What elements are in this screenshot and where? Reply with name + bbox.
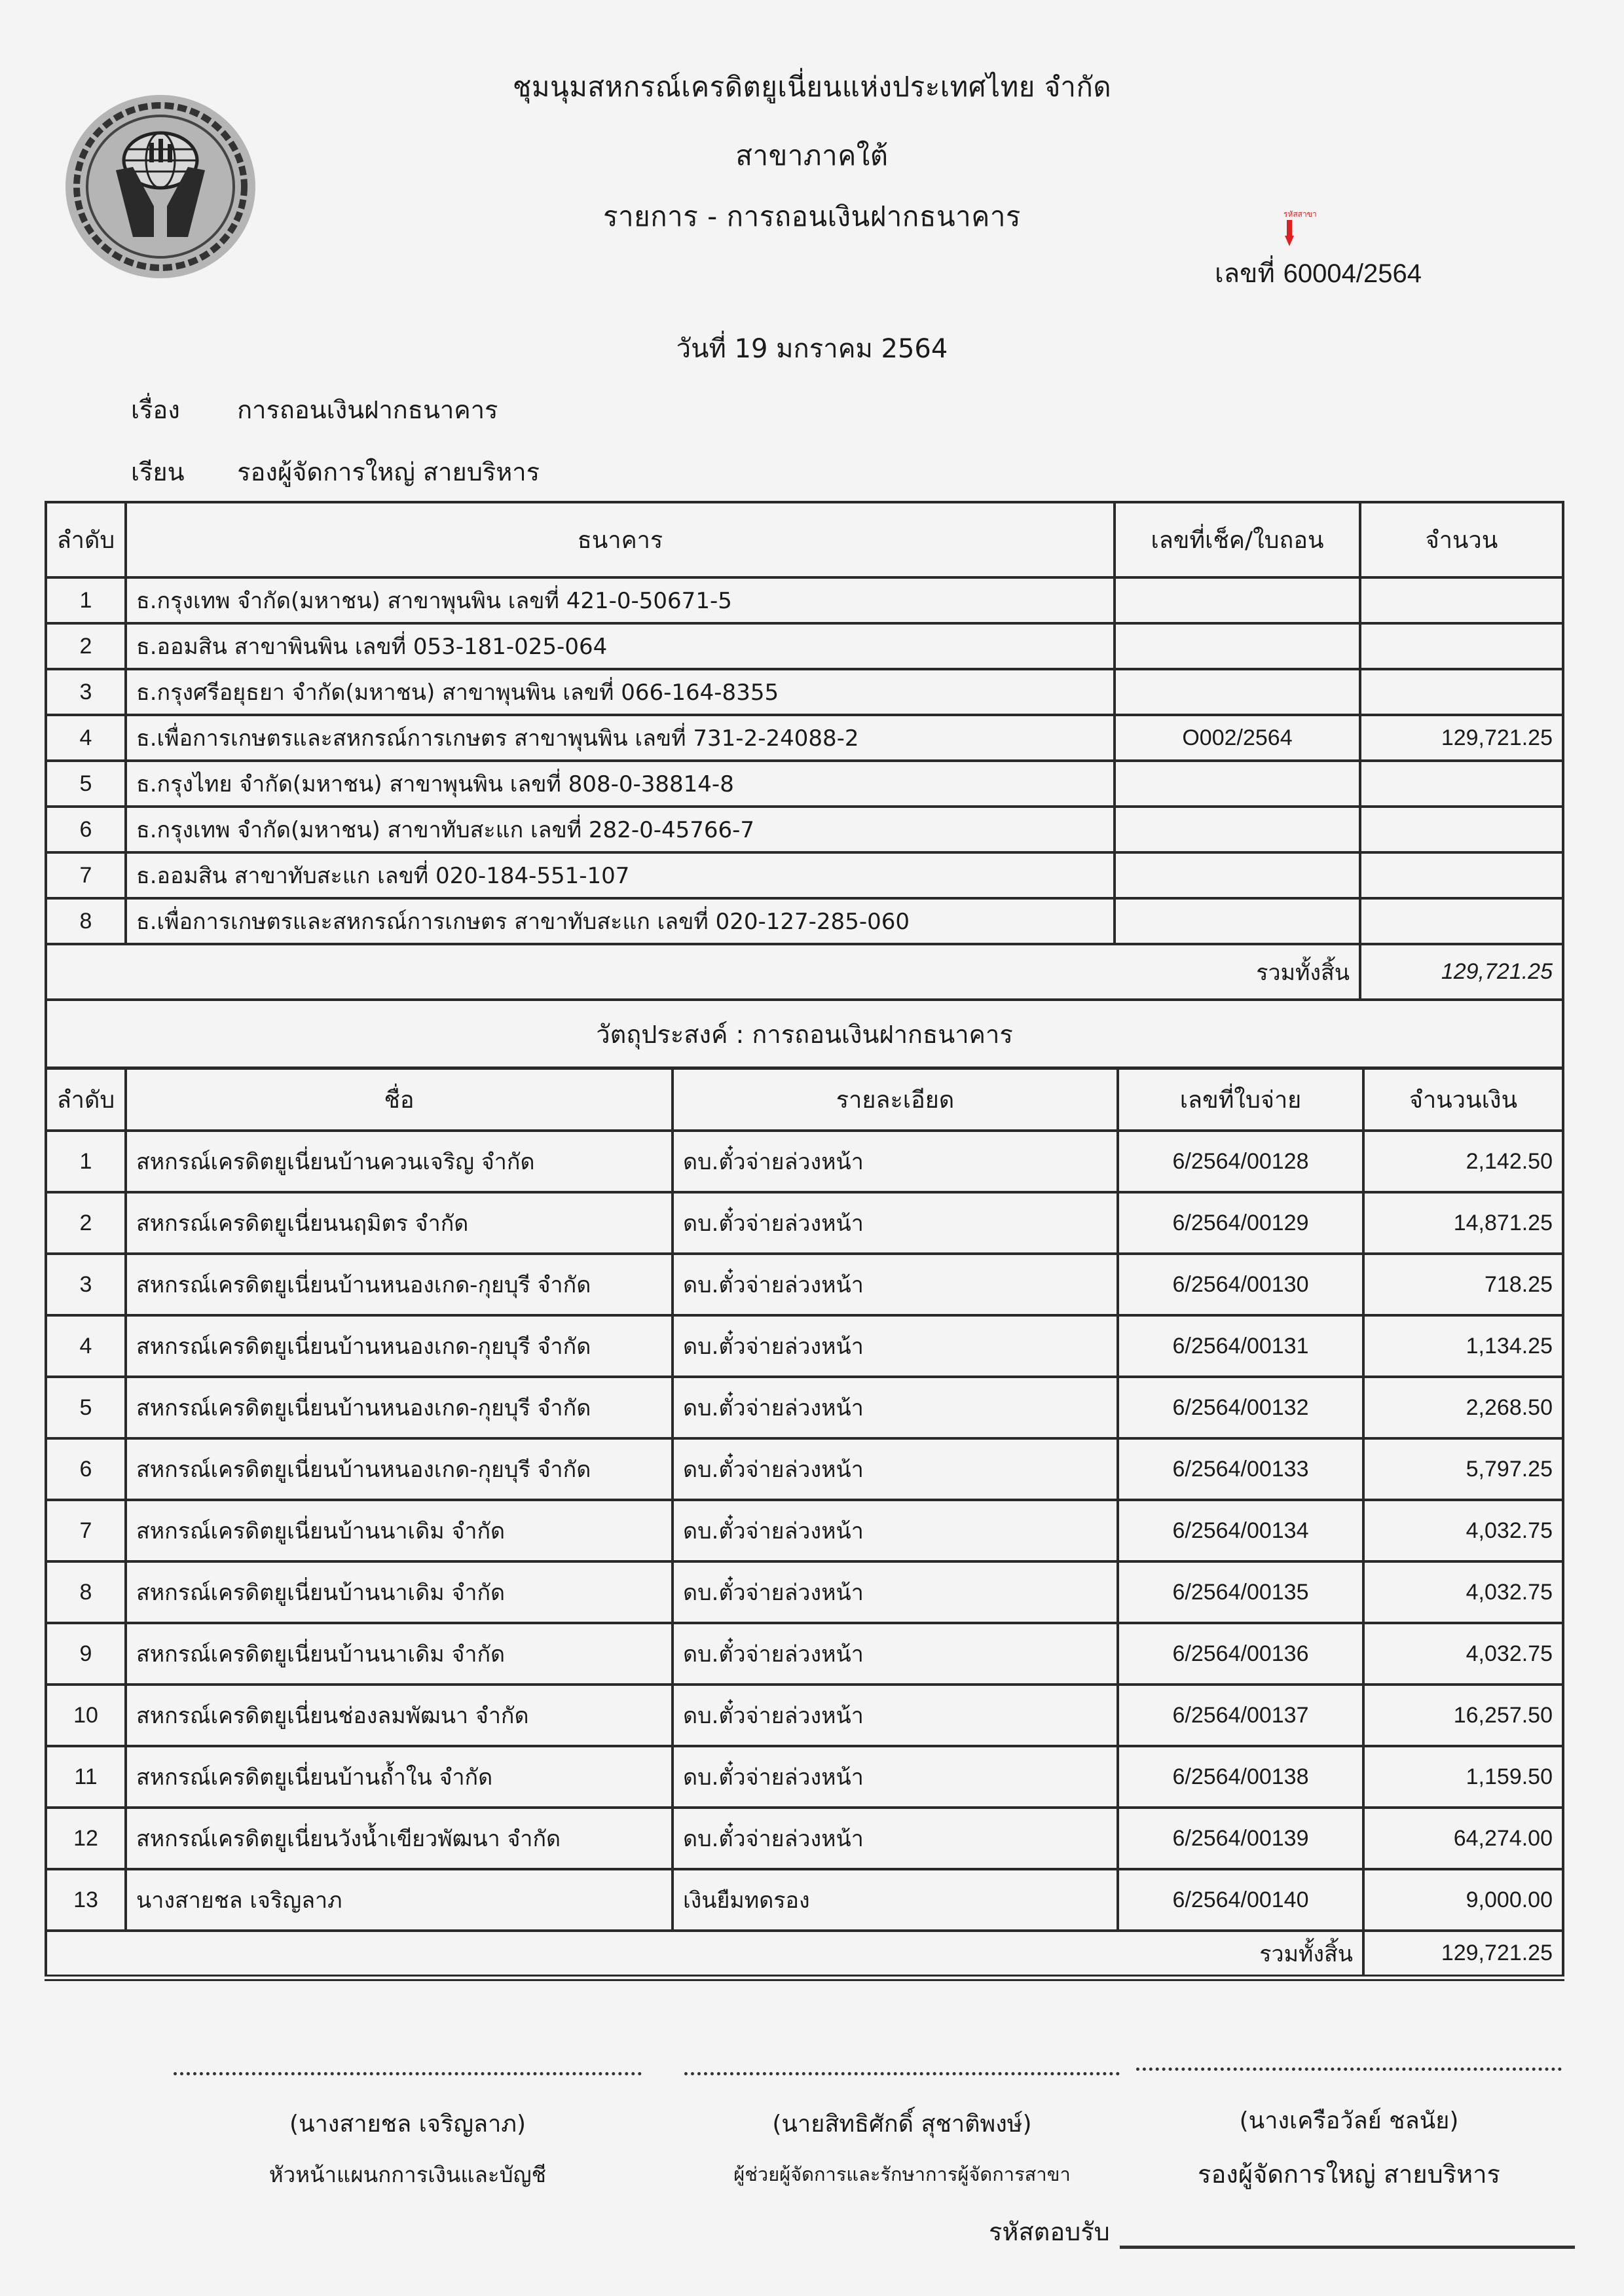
row-amount: 1,159.50 bbox=[1363, 1746, 1563, 1808]
col-cheque: เลขที่เช็ค/ใบถอน bbox=[1115, 502, 1360, 577]
row-bank: ธ.กรุงเทพ จำกัด(มหาชน) สาขาทับสะแก เลขที่ 282-0-45766-7 bbox=[126, 807, 1115, 852]
branch-title: สาขาภาคใต้ bbox=[735, 139, 889, 172]
row-name: สหกรณ์เครดิตยูเนี่ยนบ้านควนเจริญ จำกัด bbox=[126, 1131, 673, 1192]
col-seq: ลำดับ bbox=[46, 502, 126, 577]
bank-table-row bbox=[46, 807, 1563, 852]
row-seq: 13 bbox=[46, 1869, 126, 1931]
row-amount bbox=[1360, 761, 1563, 807]
row-amount bbox=[1360, 577, 1563, 623]
row-seq: 6 bbox=[46, 1438, 126, 1500]
row-seq: 12 bbox=[46, 1808, 126, 1869]
signatory-3-title: รองผู้จัดการใหญ่ สายบริหาร bbox=[1198, 2160, 1500, 2189]
bank-table-row bbox=[46, 852, 1563, 898]
row-seq: 6 bbox=[46, 807, 126, 852]
row-seq: 4 bbox=[46, 715, 126, 761]
row-seq: 1 bbox=[46, 1131, 126, 1192]
row-name: สหกรณ์เครดิตยูเนี่ยนบ้านหนองเกด-กุยบุรี จำกัด bbox=[126, 1254, 673, 1315]
payment-table bbox=[45, 1067, 1562, 1981]
subject-line bbox=[131, 390, 498, 429]
bank-table-row bbox=[46, 761, 1563, 807]
bank-table-total-row bbox=[46, 944, 1563, 1000]
row-amount: 16,257.50 bbox=[1363, 1685, 1563, 1746]
payment-table-row bbox=[46, 1623, 1563, 1685]
row-cheque bbox=[1115, 623, 1360, 669]
row-voucher: 6/2564/00135 bbox=[1118, 1561, 1363, 1623]
row-amount: 2,142.50 bbox=[1363, 1131, 1563, 1192]
row-amount: 4,032.75 bbox=[1363, 1500, 1563, 1561]
row-name: สหกรณ์เครดิตยูเนี่ยนบ้านหนองเกด-กุยบุรี จำกัด bbox=[126, 1377, 673, 1438]
row-seq: 9 bbox=[46, 1623, 126, 1685]
row-amount bbox=[1360, 669, 1563, 715]
row-detail: ดบ.ตั๋วจ่ายล่วงหน้า bbox=[673, 1131, 1118, 1192]
row-bank: ธ.ออมสิน สาขาทับสะแก เลขที่ 020-184-551-107 bbox=[126, 852, 1115, 898]
col-seq: ลำดับ bbox=[46, 1068, 126, 1131]
row-bank: ธ.เพื่อการเกษตรและสหกรณ์การเกษตร สาขาทับสะแก เลขที่ 020-127-285-060 bbox=[126, 898, 1115, 944]
purpose-row bbox=[46, 1000, 1563, 1068]
row-name: สหกรณ์เครดิตยูเนี่ยนนฤมิตร จำกัด bbox=[126, 1192, 673, 1254]
col-bank: ธนาคาร bbox=[126, 502, 1115, 577]
purpose-text: วัตถุประสงค์ : การถอนเงินฝากธนาคาร bbox=[46, 1000, 1563, 1068]
organization-title: ชุมนุมสหกรณ์เครดิตยูเนี่ยนแห่งประเทศไทย จำกัด bbox=[512, 71, 1112, 103]
document-number-value: 60004/2564 bbox=[1283, 259, 1422, 288]
col-amount: จำนวน bbox=[1360, 502, 1563, 577]
signatory-2-title: ผู้ช่วยผู้จัดการและรักษาการผู้จัดการสาขา bbox=[733, 2163, 1071, 2185]
payment-table-row bbox=[46, 1685, 1563, 1746]
col-detail: รายละเอียด bbox=[673, 1068, 1118, 1131]
row-seq: 5 bbox=[46, 1377, 126, 1438]
recipient-value: รองผู้จัดการใหญ่ สายบริหาร bbox=[237, 458, 540, 486]
row-name: สหกรณ์เครดิตยูเนี่ยนบ้านหนองเกด-กุยบุรี จำกัด bbox=[126, 1315, 673, 1377]
recipient-line bbox=[131, 452, 540, 492]
row-detail: ดบ.ตั๋วจ่ายล่วงหน้า bbox=[673, 1377, 1118, 1438]
row-seq: 7 bbox=[46, 1500, 126, 1561]
signature-line-2 bbox=[684, 2072, 1120, 2075]
row-amount: 4,032.75 bbox=[1363, 1623, 1563, 1685]
row-cheque bbox=[1115, 761, 1360, 807]
payment-table-row bbox=[46, 1192, 1563, 1254]
row-amount bbox=[1360, 898, 1563, 944]
payment-table-row bbox=[46, 1500, 1563, 1561]
row-seq: 1 bbox=[46, 577, 126, 623]
payment-table-row bbox=[46, 1377, 1563, 1438]
payment-table-row bbox=[46, 1561, 1563, 1623]
payment-table-total-row bbox=[46, 1931, 1563, 1978]
row-detail: ดบ.ตั๋วจ่ายล่วงหน้า bbox=[673, 1623, 1118, 1685]
bank-table-row bbox=[46, 669, 1563, 715]
row-detail: ดบ.ตั๋วจ่ายล่วงหน้า bbox=[673, 1746, 1118, 1808]
row-cheque bbox=[1115, 669, 1360, 715]
row-seq: 3 bbox=[46, 669, 126, 715]
row-bank: ธ.ออมสิน สาขาพินพิน เลขที่ 053-181-025-064 bbox=[126, 623, 1115, 669]
row-cheque bbox=[1115, 577, 1360, 623]
document-type-title: รายการ - การถอนเงินฝากธนาคาร bbox=[603, 200, 1021, 232]
row-name: สหกรณ์เครดิตยูเนี่ยนบ้านนาเดิม จำกัด bbox=[126, 1561, 673, 1623]
row-voucher: 6/2564/00140 bbox=[1118, 1869, 1363, 1931]
bank-total-value: 129,721.25 bbox=[1360, 944, 1563, 1000]
row-cheque bbox=[1115, 807, 1360, 852]
row-amount: 4,032.75 bbox=[1363, 1561, 1563, 1623]
branch-code-annotation: รหัสสาขา bbox=[1283, 210, 1317, 219]
row-name: สหกรณ์เครดิตยูเนี่ยนบ้านนาเดิม จำกัด bbox=[126, 1623, 673, 1685]
bank-table-header bbox=[46, 502, 1563, 577]
row-amount: 64,274.00 bbox=[1363, 1808, 1563, 1869]
subject-label: เรื่อง bbox=[131, 395, 180, 424]
payment-total-label: รวมทั้งสิ้น bbox=[46, 1931, 1363, 1978]
row-voucher: 6/2564/00129 bbox=[1118, 1192, 1363, 1254]
signature-line-1 bbox=[174, 2072, 642, 2075]
row-detail: ดบ.ตั๋วจ่ายล่วงหน้า bbox=[673, 1500, 1118, 1561]
row-detail: ดบ.ตั๋วจ่ายล่วงหน้า bbox=[673, 1254, 1118, 1315]
payment-total-value: 129,721.25 bbox=[1363, 1931, 1563, 1978]
row-name: สหกรณ์เครดิตยูเนี่ยนวังน้ำเขียวพัฒนา จำกัด bbox=[126, 1808, 673, 1869]
row-amount: 14,871.25 bbox=[1363, 1192, 1563, 1254]
row-name: สหกรณ์เครดิตยูเนี่ยนช่องลมพัฒนา จำกัด bbox=[126, 1685, 673, 1746]
row-seq: 3 bbox=[46, 1254, 126, 1315]
payment-table-row bbox=[46, 1808, 1563, 1869]
row-voucher: 6/2564/00128 bbox=[1118, 1131, 1363, 1192]
signatory-2-name: (นายสิทธิศักดิ์ สุชาติพงษ์) bbox=[772, 2111, 1032, 2138]
row-detail: เงินยืมทดรอง bbox=[673, 1869, 1118, 1931]
row-seq: 2 bbox=[46, 623, 126, 669]
col-voucher: เลขที่ใบจ่าย bbox=[1118, 1068, 1363, 1131]
row-amount: 2,268.50 bbox=[1363, 1377, 1563, 1438]
row-amount: 5,797.25 bbox=[1363, 1438, 1563, 1500]
row-amount: 9,000.00 bbox=[1363, 1869, 1563, 1931]
row-cheque bbox=[1115, 852, 1360, 898]
row-detail: ดบ.ตั๋วจ่ายล่วงหน้า bbox=[673, 1685, 1118, 1746]
row-amount: 718.25 bbox=[1363, 1254, 1563, 1315]
row-amount: 1,134.25 bbox=[1363, 1315, 1563, 1377]
row-voucher: 6/2564/00131 bbox=[1118, 1315, 1363, 1377]
row-cheque: O002/2564 bbox=[1115, 715, 1360, 761]
signatory-1-title: หัวหน้าแผนกการเงินและบัญชี bbox=[268, 2162, 547, 2187]
row-seq: 10 bbox=[46, 1685, 126, 1746]
row-seq: 2 bbox=[46, 1192, 126, 1254]
row-seq: 11 bbox=[46, 1746, 126, 1808]
bank-table-row bbox=[46, 715, 1563, 761]
row-bank: ธ.เพื่อการเกษตรและสหกรณ์การเกษตร สาขาพุนพิน เลขที่ 731-2-24088-2 bbox=[126, 715, 1115, 761]
row-detail: ดบ.ตั๋วจ่ายล่วงหน้า bbox=[673, 1808, 1118, 1869]
row-voucher: 6/2564/00137 bbox=[1118, 1685, 1363, 1746]
payment-table-row bbox=[46, 1315, 1563, 1377]
document-date: วันที่ 19 มกราคม 2564 bbox=[676, 334, 948, 364]
row-amount bbox=[1360, 623, 1563, 669]
row-name: สหกรณ์เครดิตยูเนี่ยนบ้านหนองเกด-กุยบุรี จำกัด bbox=[126, 1438, 673, 1500]
row-seq: 4 bbox=[46, 1315, 126, 1377]
row-voucher: 6/2564/00133 bbox=[1118, 1438, 1363, 1500]
row-seq: 5 bbox=[46, 761, 126, 807]
row-seq: 8 bbox=[46, 1561, 126, 1623]
row-detail: ดบ.ตั๋วจ่ายล่วงหน้า bbox=[673, 1315, 1118, 1377]
down-arrow-icon bbox=[1285, 220, 1294, 246]
credit-union-emblem-icon bbox=[62, 92, 259, 282]
row-name: นางสายชล เจริญลาภ bbox=[126, 1869, 673, 1931]
col-amount: จำนวนเงิน bbox=[1363, 1068, 1563, 1131]
bank-table-row bbox=[46, 623, 1563, 669]
bank-table-row bbox=[46, 898, 1563, 944]
bank-table-row bbox=[46, 577, 1563, 623]
row-cheque bbox=[1115, 898, 1360, 944]
row-voucher: 6/2564/00138 bbox=[1118, 1746, 1363, 1808]
row-voucher: 6/2564/00136 bbox=[1118, 1623, 1363, 1685]
document-number bbox=[1215, 252, 1422, 294]
signature-line-3 bbox=[1136, 2068, 1562, 2071]
subject-value: การถอนเงินฝากธนาคาร bbox=[237, 395, 498, 424]
signatory-3-name: (นางเครือวัลย์ ชลนัย) bbox=[1239, 2107, 1459, 2134]
document-number-label: เลขที่ bbox=[1215, 259, 1275, 289]
payment-table-row bbox=[46, 1746, 1563, 1808]
payment-table-header bbox=[46, 1068, 1563, 1131]
row-detail: ดบ.ตั๋วจ่ายล่วงหน้า bbox=[673, 1438, 1118, 1500]
signatory-1-name: (นางสายชล เจริญลาภ) bbox=[289, 2111, 526, 2138]
bank-withdrawal-table bbox=[45, 501, 1562, 1069]
payment-table-row bbox=[46, 1869, 1563, 1931]
bank-total-label: รวมทั้งสิ้น bbox=[46, 944, 1360, 1000]
row-bank: ธ.กรุงไทย จำกัด(มหาชน) สาขาพุนพิน เลขที่ 808-0-38814-8 bbox=[126, 761, 1115, 807]
payment-table-row bbox=[46, 1131, 1563, 1192]
row-detail: ดบ.ตั๋วจ่ายล่วงหน้า bbox=[673, 1561, 1118, 1623]
row-amount: 129,721.25 bbox=[1360, 715, 1563, 761]
confirmation-code-field[interactable] bbox=[1120, 2246, 1575, 2249]
row-bank: ธ.กรุงศรีอยุธยา จำกัด(มหาชน) สาขาพุนพิน เลขที่ 066-164-8355 bbox=[126, 669, 1115, 715]
row-seq: 8 bbox=[46, 898, 126, 944]
row-name: สหกรณ์เครดิตยูเนี่ยนบ้านถ้ำใน จำกัด bbox=[126, 1746, 673, 1808]
col-name: ชื่อ bbox=[126, 1068, 673, 1131]
row-voucher: 6/2564/00134 bbox=[1118, 1500, 1363, 1561]
recipient-label: เรียน bbox=[131, 458, 185, 486]
row-bank: ธ.กรุงเทพ จำกัด(มหาชน) สาขาพุนพิน เลขที่ 421-0-50671-5 bbox=[126, 577, 1115, 623]
row-seq: 7 bbox=[46, 852, 126, 898]
row-voucher: 6/2564/00132 bbox=[1118, 1377, 1363, 1438]
payment-table-row bbox=[46, 1438, 1563, 1500]
row-amount bbox=[1360, 852, 1563, 898]
row-amount bbox=[1360, 807, 1563, 852]
row-detail: ดบ.ตั๋วจ่ายล่วงหน้า bbox=[673, 1192, 1118, 1254]
payment-table-row bbox=[46, 1254, 1563, 1315]
row-name: สหกรณ์เครดิตยูเนี่ยนบ้านนาเดิม จำกัด bbox=[126, 1500, 673, 1561]
confirmation-code-label: รหัสตอบรับ bbox=[989, 2217, 1110, 2246]
row-voucher: 6/2564/00130 bbox=[1118, 1254, 1363, 1315]
row-voucher: 6/2564/00139 bbox=[1118, 1808, 1363, 1869]
